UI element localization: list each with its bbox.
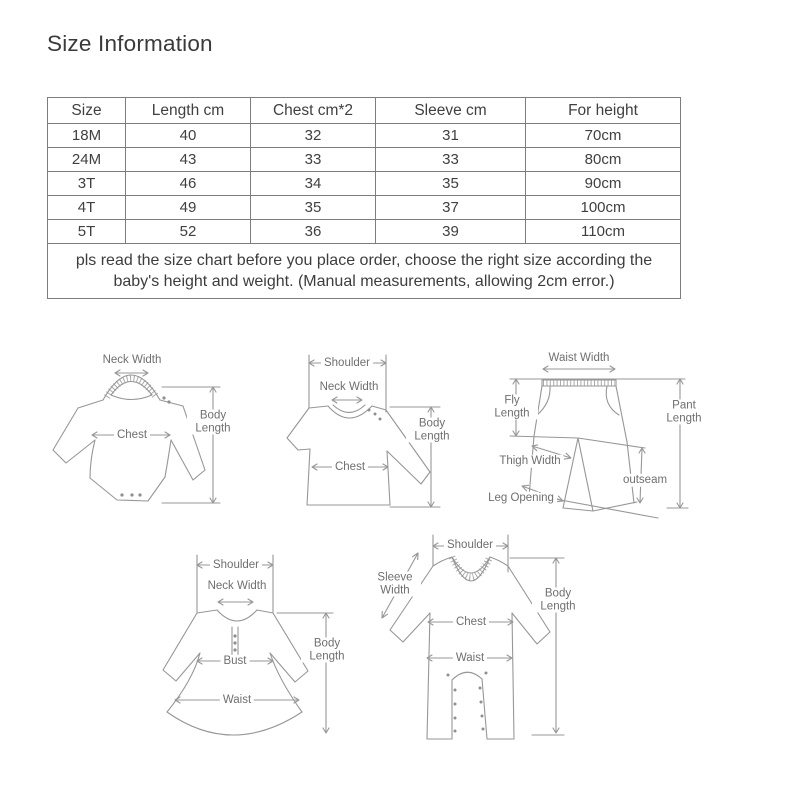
pants-waist-width-label: Waist Width [548, 351, 610, 364]
cell-size: 5T [48, 220, 126, 244]
dress-drawing [155, 535, 400, 765]
cell-length: 46 [126, 172, 251, 196]
cell-length: 49 [126, 196, 251, 220]
pants-fly-length-label: Fly Length [486, 395, 538, 420]
col-header-chest: Chest cm*2 [251, 98, 376, 124]
romper-shoulder-label: Shoulder [444, 539, 496, 552]
cell-chest: 32 [251, 124, 376, 148]
cell-height: 110cm [526, 220, 681, 244]
size-row-4t [48, 196, 681, 220]
bodysuit-chest-label: Chest [114, 429, 150, 442]
shirt-neck-width-label: Neck Width [319, 380, 379, 393]
cell-length: 40 [126, 124, 251, 148]
dress-neck-width-arrow [218, 599, 253, 605]
cell-size: 18M [48, 124, 126, 148]
cell-height: 100cm [526, 196, 681, 220]
romper-body-length-arrow [510, 558, 564, 735]
col-header-size: Size [48, 98, 126, 124]
bodysuit-neck-width-label: Neck Width [102, 353, 162, 366]
shirt-diagram [285, 350, 460, 515]
page-title: Size Information [47, 31, 213, 56]
cell-length: 43 [126, 148, 251, 172]
dress-neck-width-label: Neck Width [207, 579, 267, 592]
cell-size: 24M [48, 148, 126, 172]
size-note-row [48, 244, 681, 299]
bodysuit-drawing [50, 340, 295, 515]
romper-diagram [377, 528, 640, 763]
romper-waist-label: Waist [453, 652, 487, 665]
cell-chest: 35 [251, 196, 376, 220]
cell-size: 3T [48, 172, 126, 196]
romper-body-length-label: Body Length [532, 588, 584, 613]
cell-chest: 33 [251, 148, 376, 172]
pants-leg-opening-label: Leg Opening [485, 492, 557, 505]
cell-sleeve: 39 [376, 220, 526, 244]
romper-sleeve-width-label: Sleeve Width [369, 572, 421, 597]
bodysuit-outline [53, 396, 205, 501]
dress-outline [163, 610, 308, 735]
pants-waistband [510, 379, 685, 386]
col-header-height: For height [526, 98, 681, 124]
romper-drawing [380, 528, 640, 763]
size-table-header-row [48, 98, 681, 124]
cell-height: 90cm [526, 172, 681, 196]
size-row-3t [48, 172, 681, 196]
pants-diagram [485, 345, 755, 543]
romper-collar [433, 557, 508, 581]
pants-waist-width-arrow [543, 366, 615, 372]
bodysuit-collar [103, 375, 160, 400]
dress-waist-label: Waist [220, 694, 254, 707]
col-header-sleeve: Sleeve cm [376, 98, 526, 124]
romper-chest-label: Chest [453, 616, 489, 629]
dress-shoulder-label: Shoulder [210, 559, 262, 572]
bodysuit-body-length-label: Body Length [187, 410, 239, 435]
cell-chest: 36 [251, 220, 376, 244]
col-header-length: Length cm [126, 98, 251, 124]
pants-thigh-width-label: Thigh Width [496, 455, 563, 468]
size-row-18m [48, 124, 681, 148]
cell-sleeve: 35 [376, 172, 526, 196]
cell-length: 52 [126, 220, 251, 244]
pants-outseam-label: outseam [620, 474, 670, 487]
cell-chest: 34 [251, 172, 376, 196]
cell-sleeve: 31 [376, 124, 526, 148]
cell-sleeve: 33 [376, 148, 526, 172]
size-row-5t [48, 220, 681, 244]
dress-body-length-label: Body Length [301, 638, 353, 663]
size-row-24m [48, 148, 681, 172]
shirt-shoulder-label: Shoulder [321, 357, 373, 370]
cell-sleeve: 37 [376, 196, 526, 220]
shirt-chest-label: Chest [332, 461, 368, 474]
bodysuit-diagram [50, 340, 295, 515]
pants-drawing [485, 345, 755, 543]
dress-bust-label: Bust [220, 655, 249, 668]
pants-pant-length-label: Pant Length [658, 400, 710, 425]
size-chart-table [47, 97, 681, 299]
dress-diagram [155, 535, 400, 765]
shirt-body-length-label: Body Length [406, 418, 458, 443]
size-note: pls read the size chart before you place order, choose the right size according the baby's height and weight. (Manual measurements, allowing 2cm error.) [48, 244, 681, 299]
shirt-neck-width-arrow [332, 397, 362, 403]
cell-height: 80cm [526, 148, 681, 172]
cell-height: 70cm [526, 124, 681, 148]
cell-size: 4T [48, 196, 126, 220]
pants-pant-length-arrow [667, 379, 688, 508]
